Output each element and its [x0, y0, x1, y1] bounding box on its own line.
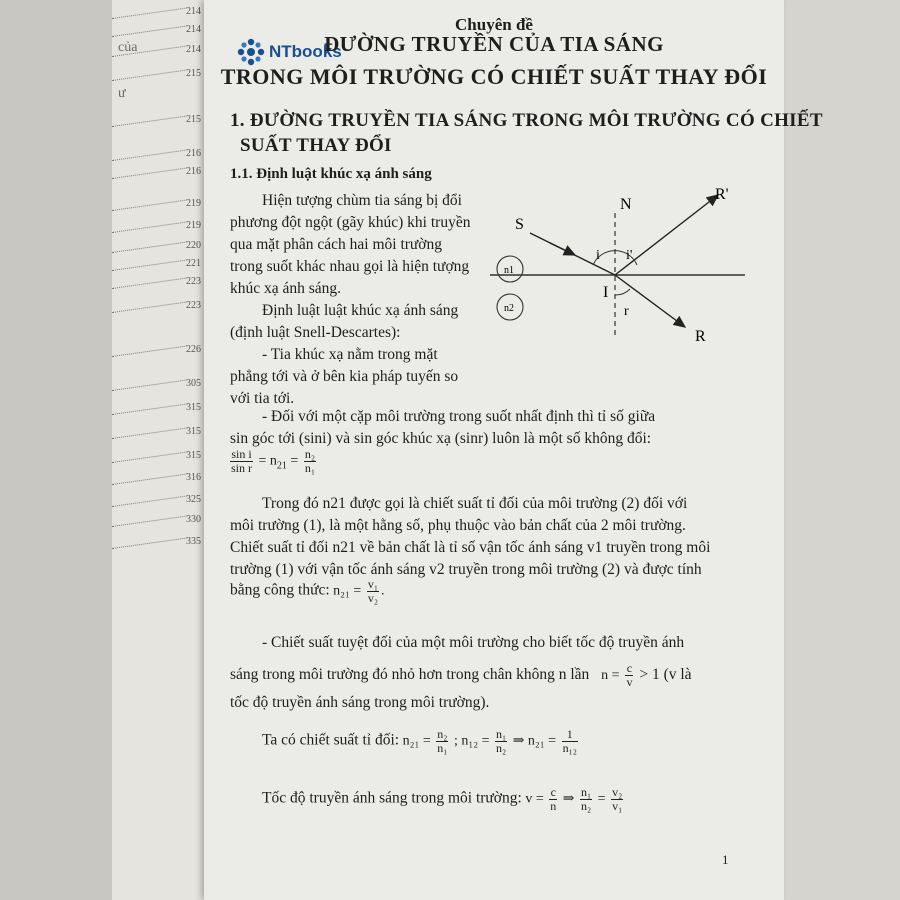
- ray-line: - Tia khúc xạ nằm trong mặt: [262, 346, 438, 363]
- label-I: I: [603, 284, 609, 301]
- section-1-heading-continued: SUẤT THAY ĐỔI: [240, 135, 392, 156]
- label-angle-r: r: [624, 304, 629, 319]
- absolute-index-line: - Chiết suất tuyệt đối của một môi trường cho biết tốc độ truyền ánh: [262, 634, 685, 651]
- label-N: N: [620, 196, 632, 213]
- refraction-diagram: [490, 185, 750, 355]
- title-line-1: ĐƯỜNG TRUYỀN CỦA TIA SÁNG: [324, 32, 664, 56]
- toc-page-number: 214: [186, 24, 201, 35]
- logo-text: NTbooks: [269, 42, 342, 61]
- intro-line: qua mặt phân cách hai môi trường: [230, 236, 443, 253]
- toc-page-number: 223: [186, 300, 201, 311]
- toc-page-number: 216: [186, 166, 201, 177]
- toc-page-number: 219: [186, 198, 201, 209]
- toc-page-number: 223: [186, 276, 201, 287]
- toc-page-number: 219: [186, 220, 201, 231]
- toc-page-number: 226: [186, 344, 201, 355]
- intro-line: khúc xạ ánh sáng.: [230, 280, 342, 297]
- toc-page-number: 316: [186, 472, 201, 483]
- ratio-line: - Đối với một cặp môi trường trong suốt nhất định thì tỉ số giữa: [262, 408, 656, 425]
- section-1-heading: 1. ĐƯỜNG TRUYỀN TIA SÁNG TRONG MÔI TRƯỜNG CÓ CHIẾT: [230, 110, 823, 131]
- toc-page-number: 305: [186, 378, 201, 389]
- n21-line: Trong đó n21 được gọi là chiết suất tỉ đối của môi trường (2) đối với: [262, 495, 688, 512]
- toc-page-number: 335: [186, 536, 201, 547]
- toc-page-number: 214: [186, 44, 201, 55]
- relative-index-formula: Ta có chiết suất tỉ đối: n₂₁ = $\frac{\text{n₂}}{\text{n₁}}$ ; n₁₂ = $\frac{\text{n₁}}{\text{n₂}}$ ⇒ n₂₁ = $\frac{1}{\text{n₁₂}}$: [262, 727, 577, 755]
- toc-page-number: 315: [186, 450, 201, 461]
- label-angle-i-prime: i': [626, 248, 633, 263]
- medium-2-label: n2: [504, 303, 514, 314]
- speed-formula: Tốc độ truyền ánh sáng trong môi trường: v = $\frac{c}{n}$ ⇒ $\frac{\text{n₁}}{\text{n₂}}$ = $\frac{\text{v₂}}{\text{v₁}}$: [262, 785, 623, 813]
- label-R-prime: R': [715, 186, 729, 203]
- ratio-line: sin góc tới (sini) và sin góc khúc xạ (sinr) luôn là một số không đổi:: [230, 430, 652, 447]
- toc-page-number: 221: [186, 258, 201, 269]
- previous-page-fragment: của: [118, 40, 138, 55]
- toc-page-number: 220: [186, 240, 201, 251]
- snell-formula: $\frac{\text{sin i}}{\text{sin r}}$ = $n_{21}$ = $\frac{\text{n₂}}{\text{n₁}}$: [231, 447, 315, 475]
- intro-line: Hiện tượng chùm tia sáng bị đổi: [262, 192, 462, 209]
- toc-page-number: 330: [186, 514, 201, 525]
- label-S: S: [515, 216, 524, 233]
- law-line: (định luật Snell-Descartes):: [230, 324, 401, 341]
- absolute-index-line: tốc độ truyền ánh sáng trong môi trường).: [230, 694, 490, 711]
- incident-arrow: [550, 243, 575, 255]
- toc-page-number: 315: [186, 426, 201, 437]
- intro-line: trong suốt khác nhau gọi là hiện tượng: [230, 258, 470, 275]
- medium-1-label: n1: [504, 265, 514, 276]
- ray-line: phẳng tới và ở bên kia pháp tuyến so: [230, 368, 459, 385]
- toc-page-number: 215: [186, 68, 201, 79]
- ray-line: với tia tới.: [230, 390, 295, 407]
- toc-page-number: 214: [186, 6, 201, 17]
- refracted-ray: [615, 275, 685, 327]
- toc-page-number: 315: [186, 402, 201, 413]
- title-line-2: TRONG MÔI TRƯỜNG CÓ CHIẾT SUẤT THAY ĐỔI: [220, 64, 768, 89]
- absolute-index-line: sáng trong môi trường đó nhỏ hơn trong chân không n lần n = $\frac{c}{v}$ > 1 (v là: [230, 661, 692, 689]
- background-right: [784, 0, 900, 900]
- angle-arc-refraction: [615, 289, 630, 295]
- page-number: 1: [722, 852, 729, 867]
- law-line: Định luật luật khúc xạ ánh sáng: [262, 302, 459, 319]
- toc-page-number: 325: [186, 494, 201, 505]
- n21-line: môi trường (1), là một hằng số, phụ thuộc vào bản chất của 2 môi trường.: [230, 517, 686, 534]
- label-angle-i: i: [596, 248, 600, 263]
- chuyen-de-label: Chuyên đề: [455, 15, 533, 34]
- n21-line: trường (1) với vận tốc ánh sáng v2 truyền trong môi trường (2) và được tính: [230, 561, 702, 578]
- toc-page-number: 216: [186, 148, 201, 159]
- previous-page-fragment: ư: [118, 86, 126, 101]
- n21-line: Chiết suất tỉ đối n21 về bản chất là tỉ số vận tốc ánh sáng v1 truyền trong môi: [230, 539, 711, 556]
- intro-line: phương đột ngột (gãy khúc) khi truyền: [230, 214, 471, 231]
- section-1-1-heading: 1.1. Định luật khúc xạ ánh sáng: [230, 166, 432, 182]
- label-R: R: [695, 328, 706, 345]
- toc-page-number: 215: [186, 114, 201, 125]
- velocity-formula: bằng công thức: n₂₁ = $\frac{\text{v₁}}{\text{v₂}}$ .: [230, 577, 385, 605]
